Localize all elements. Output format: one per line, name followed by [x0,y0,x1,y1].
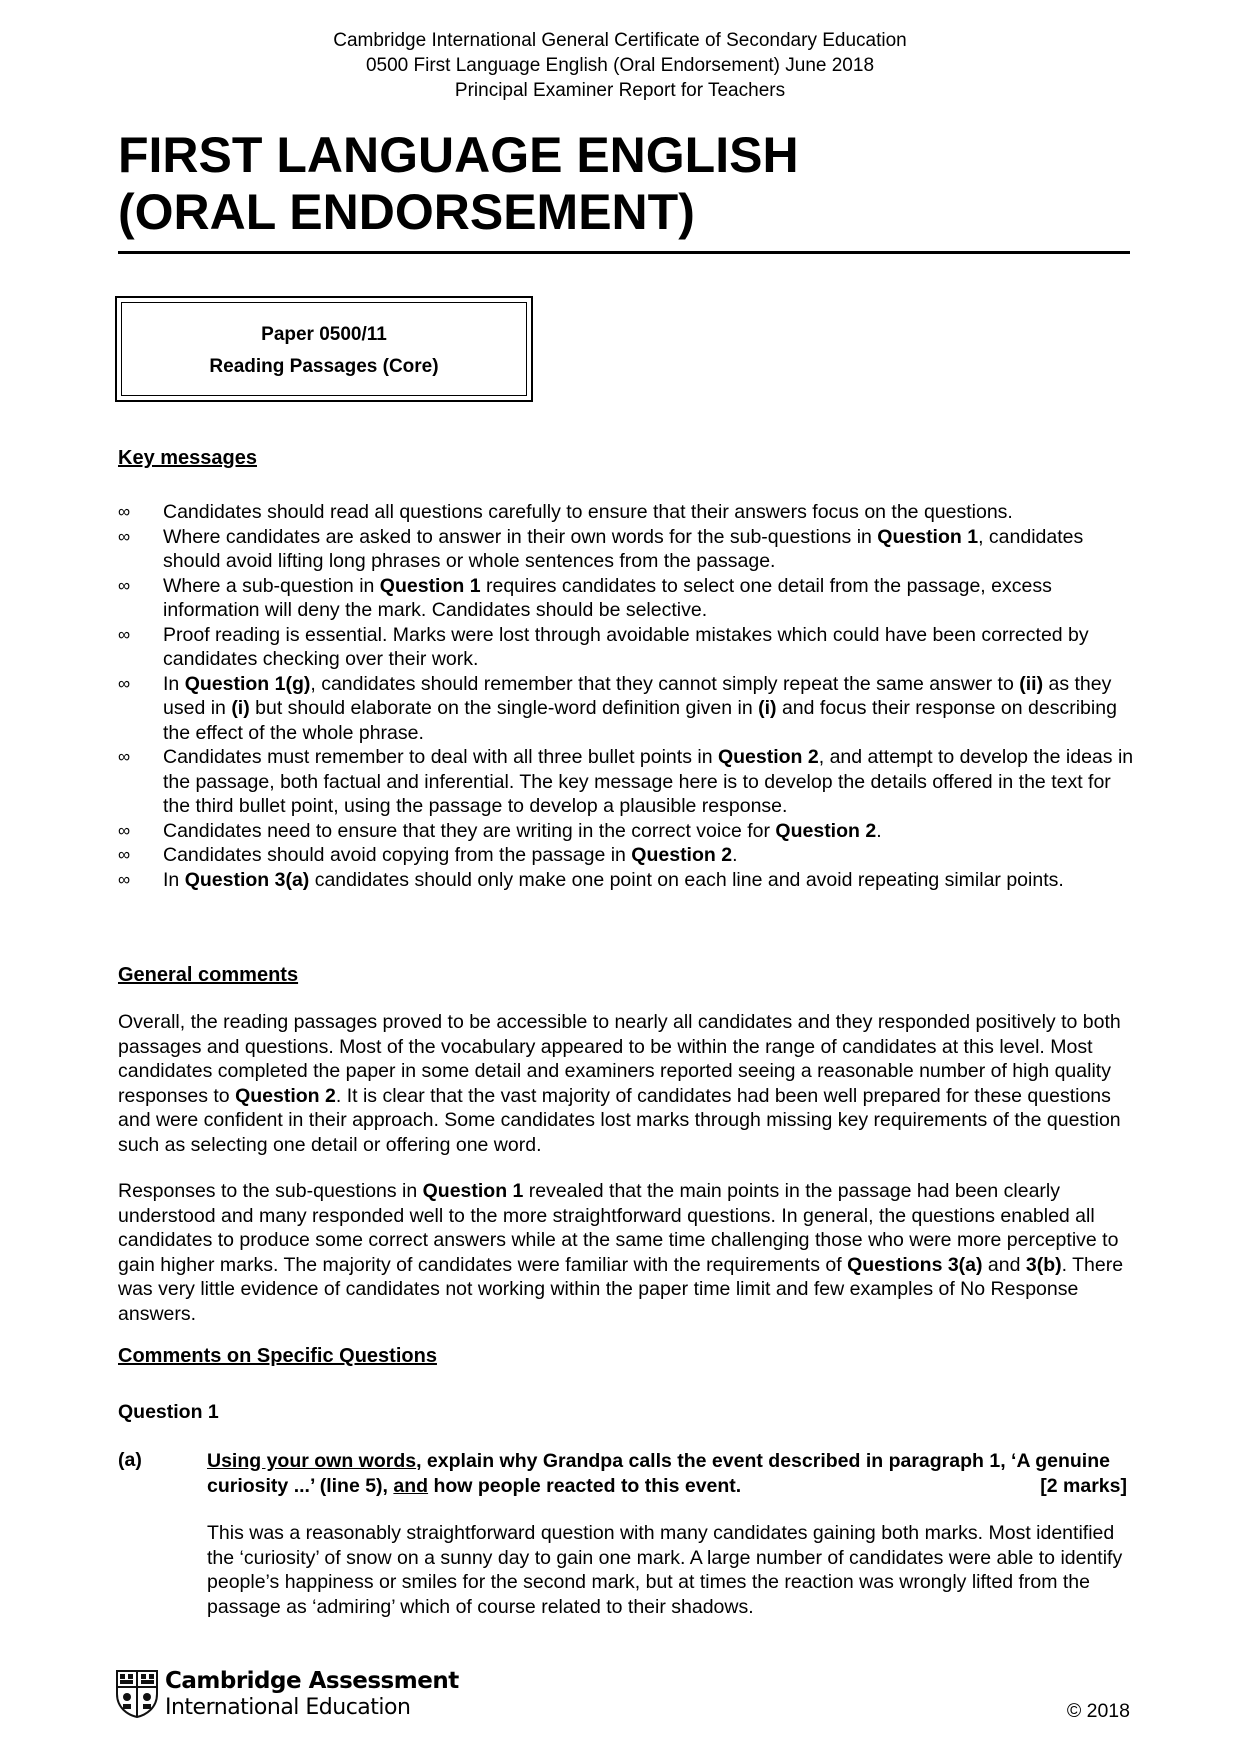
text-run: . [876,819,882,842]
text-run: requires candidates to select one detail from the passage, excess information will deny the mark. Candidates should be selective. [163,574,1052,621]
text-run: . [732,844,738,866]
text-run: . It is clear that the vast majority of candidates had been well prepared for these questions and were confident in their approach. Some candidates lost marks through missing key requirements of the question such as selecting one detail or offering one word. [118,1084,1121,1156]
text-run: and [982,1253,1026,1276]
infinity-bullet-icon: ∞ [118,820,131,840]
key-message-item [118,819,1138,844]
infinity-bullet-icon: ∞ [118,845,131,864]
text-run: , candidates should avoid lifting long phrases or whole sentences from the passage. [163,525,1084,572]
infinity-bullet-icon: ∞ [118,526,131,546]
bold-text: (i) [758,697,777,719]
title-line-1: FIRST LANGUAGE ENGLISH [118,127,799,183]
key-message-text [163,746,1133,817]
bold-text: (i) [231,697,250,719]
text-run: Where candidates are asked to answer in their own words for the sub-questions in [163,525,878,548]
specific-questions-heading: Comments on Specific Questions [118,1345,437,1367]
key-message-item [118,500,1138,525]
bold-text: Question 2 [717,746,819,768]
copyright: © 2018 [1066,1700,1130,1722]
key-message-item [118,868,1138,893]
text-run: and focus their response on describing the effect of the whole phrase. [163,697,1117,744]
general-comments-paragraph-2 [118,1179,1138,1326]
paper-code: Paper 0500/11 [261,324,387,345]
key-message-text [163,673,1117,744]
text-run: how people reacted to this event. [428,1474,742,1497]
bold-text: Question 2 [235,1084,336,1107]
report-header [0,28,1240,103]
bold-text: Questions 3(a) [847,1253,983,1276]
general-comments-paragraph-1 [118,1010,1138,1157]
infinity-bullet-icon: ∞ [118,624,131,644]
bold-text: 3(b) [1025,1253,1062,1276]
question-1-heading: Question 1 [118,1401,219,1423]
header-line-3: Principal Examiner Report for Teachers [454,80,786,101]
logo-text-line-2: International Education [165,1695,411,1720]
text-run: as they used in [163,672,1112,719]
bold-text: (ii) [1019,672,1044,695]
infinity-bullet-icon: ∞ [118,502,131,521]
header-line-2: 0500 First Language English (Oral Endorsement) June 2018 [365,55,875,76]
bold-text: Question 1(g) [184,672,311,695]
text-run: Where a sub-question in [163,574,380,597]
key-message-text [163,624,1089,671]
text-run: Candidates should avoid copying from the passage in [163,844,632,866]
underlined-text: and [393,1474,429,1497]
cambridge-crest-icon [116,1670,158,1718]
key-message-item [118,623,1138,672]
infinity-bullet-icon: ∞ [118,575,131,595]
text-run: , explain why Grandpa calls the event described in paragraph 1, ‘A genuine curiosity ...’ (line 5), [207,1450,1110,1497]
key-message-item [118,843,1138,868]
title-line-2: (ORAL ENDORSEMENT) [118,184,695,240]
key-messages-heading: Key messages [118,447,257,469]
key-message-text [163,526,1083,573]
key-message-item [118,574,1138,623]
key-message-text [163,575,1052,622]
general-comments-heading: General comments [118,964,299,986]
paper-box [115,296,533,402]
text-run: In [163,672,185,695]
question-answer-comment: This was a reasonably straightforward question with many candidates gaining both marks. Most identified the ‘curiosity’ of snow on a sunny day to gain one mark. A large number of candidates were able to identify people’s happiness or smiles for the second mark, but at times the reaction was wrongly lifted from the passage as ‘admiring’ which of course related to their shadows. [207,1522,1123,1618]
key-message-item [118,672,1138,746]
text-run: Responses to the sub-questions in [118,1180,423,1202]
underlined-text: Using your own words [207,1450,417,1472]
logo-text-line-1: Cambridge Assessment [165,1668,459,1694]
text-run: Overall, the reading passages proved to be accessible to nearly all candidates and they responded positively to both passages and questions. Most of the vocabulary appeared to be within the range of candidates at this level. Most candidates completed the paper in some detail and examiners reported seeing a reasonable number of high quality responses to [118,1011,1121,1107]
key-messages-list [118,500,1138,892]
key-message-text [163,501,1013,523]
text-run: , candidates should remember that they cannot simply repeat the same answer to [310,672,1020,695]
question-part-prompt [207,1450,1110,1497]
infinity-bullet-icon: ∞ [118,747,131,766]
infinity-bullet-icon: ∞ [118,869,131,889]
text-run: candidates should only make one point on each line and avoid repeating similar points. [309,868,1064,891]
paper-name: Reading Passages (Core) [209,356,439,377]
bold-text: Question 1 [379,574,481,597]
bold-text: Question 2 [631,844,733,866]
question-part-text [207,1449,1127,1498]
text-run: , and attempt to develop the ideas in the passage, both factual and inferential. The key message here is to develop the details offered in the text for the third bullet point, using the passage to develop a plausible response. [163,746,1134,817]
key-message-text [163,820,882,842]
key-message-item [118,745,1138,819]
question-marks: [2 marks] [1040,1474,1127,1497]
infinity-bullet-icon: ∞ [118,673,131,693]
text-run: revealed that the main points in the passage had been clearly understood and many responded well to the more straightforward questions. In general, the questions enabled all candidates to produce some correct answers while at the same time challenging those who were more perceptive to gain higher marks. The majority of candidates were familiar with the requirements of [118,1180,1119,1276]
header-line-1: Cambridge International General Certificate of Secondary Education [333,30,907,51]
paper-box-inner [121,302,527,396]
text-run: Candidates should read all questions carefully to ensure that their answers focus on the questions. [163,501,1013,523]
bold-text: Question 2 [775,819,877,842]
text-run: In [163,868,185,891]
key-message-text [163,869,1064,891]
document-title [118,127,1130,254]
text-run: Proof reading is essential. Marks were lost through avoidable mistakes which could have been corrected by candidates checking over their work. [163,623,1089,670]
text-run: Candidates need to ensure that they are writing in the correct voice for [163,819,776,842]
bold-text: Question 1 [422,1180,524,1202]
key-message-item [118,525,1138,574]
key-message-text [163,844,738,866]
bold-text: Question 1 [877,525,979,548]
question-part-label: (a) [118,1449,142,1471]
bold-text: Question 3(a) [184,868,310,891]
text-run: but should elaborate on the single-word definition given in [249,697,759,719]
cambridge-logo [116,1668,459,1724]
text-run: . There was very little evidence of candidates not working within the paper time limit and few examples of No Response answers. [118,1253,1124,1325]
text-run: Candidates must remember to deal with all three bullet points in [163,746,718,768]
